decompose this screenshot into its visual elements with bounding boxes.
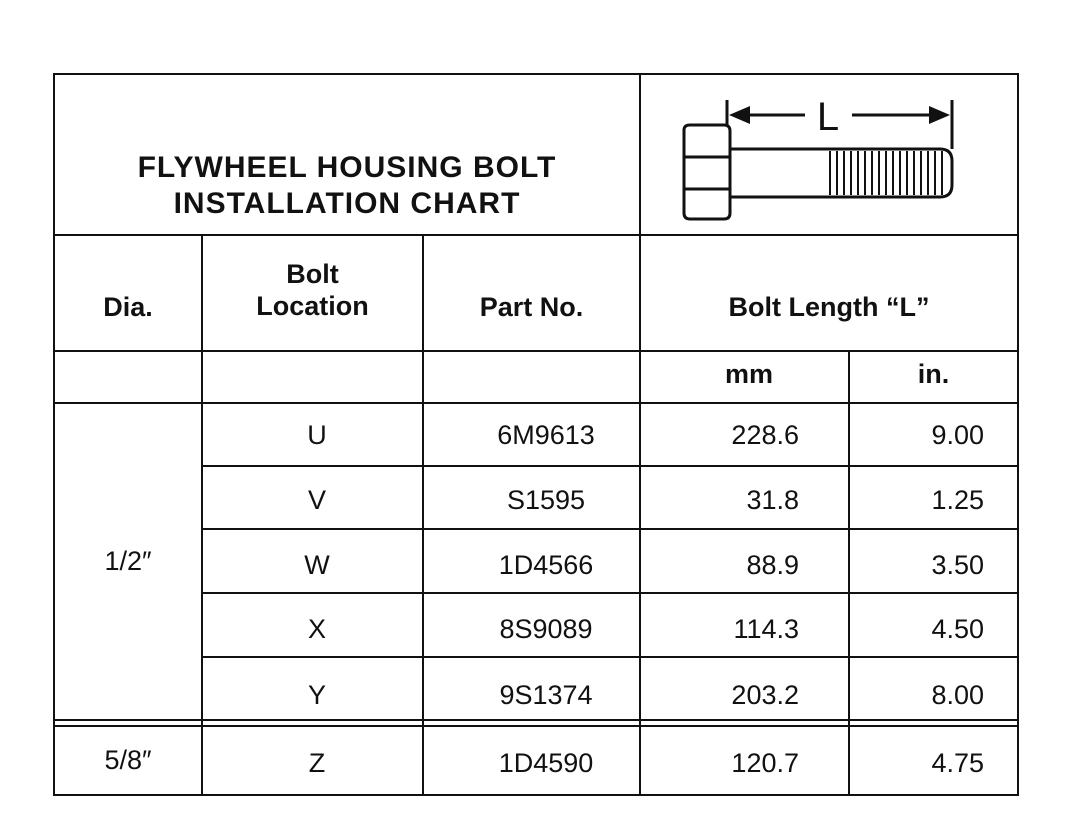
divider-row-u	[202, 465, 1019, 467]
row-y-location: Y	[307, 680, 326, 711]
row-x-part-no: 8S9089	[499, 614, 593, 645]
row-w-location: W	[304, 550, 330, 581]
bolt-diagram	[640, 75, 1018, 235]
row-x-in: 4.50	[931, 614, 984, 645]
row-u-in: 9.00	[931, 420, 984, 451]
row-z-in: 4.75	[931, 748, 984, 779]
row-w-in: 3.50	[931, 550, 984, 581]
row-y-mm: 203.2	[731, 680, 799, 711]
header-bolt-location-line1: Bolt	[286, 258, 339, 289]
row-u-location: U	[307, 420, 327, 451]
row-y-part-no: 9S1374	[499, 680, 593, 711]
dia-group-half-inch: 1/2″	[104, 546, 152, 577]
header-part-no: Part No.	[479, 291, 584, 322]
row-z-mm: 120.7	[731, 748, 799, 779]
chart-title-line2: INSTALLATION CHART	[173, 187, 521, 220]
chart-title	[55, 140, 639, 232]
row-x-mm: 114.3	[733, 614, 799, 645]
row-v-location: V	[307, 485, 326, 516]
row-u-mm: 228.6	[731, 420, 799, 451]
header-dia: Dia.	[103, 291, 153, 322]
header-mm: mm	[724, 358, 773, 389]
row-v-part-no: S1595	[506, 485, 586, 516]
row-z-location: Z	[308, 748, 326, 779]
row-w-part-no: 1D4566	[498, 550, 594, 581]
row-v-in: 1.25	[931, 485, 984, 516]
row-z-part-no: 1D4590	[498, 748, 594, 779]
row-u-part-no: 6M9613	[497, 420, 595, 451]
header-bolt-location-line2: Location	[256, 291, 369, 321]
dia-group-five-eighths: 5/8″	[104, 745, 152, 776]
row-w-mm: 88.9	[746, 550, 799, 581]
row-y-in: 8.00	[931, 680, 984, 711]
header-in: in.	[917, 358, 950, 389]
header-bolt-length: Bolt Length “L”	[728, 291, 930, 322]
length-label: L	[816, 95, 840, 139]
chart-title-line1: FLYWHEEL HOUSING BOLT	[137, 151, 557, 184]
row-x-location: X	[307, 614, 326, 645]
row-v-mm: 31.8	[746, 485, 799, 516]
header-bolt-location	[203, 250, 422, 330]
